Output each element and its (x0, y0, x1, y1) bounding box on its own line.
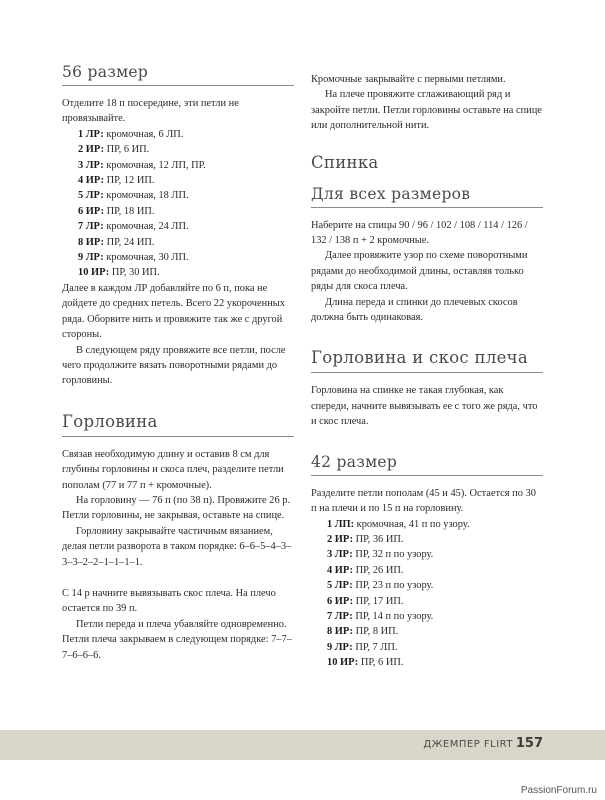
row-item: 8 ИР: ПР, 24 ИП. (78, 236, 155, 248)
neck-shoulder-heading: Горловина и скос плеча (311, 347, 543, 373)
all-sizes-heading: Для всех размеров (311, 184, 543, 208)
row-item: 9 ЛР: ПР, 7 ЛП. (327, 641, 398, 653)
row-item: 5 ЛР: ПР, 23 п по узору. (327, 580, 434, 592)
neck-paragraph: Горловину закрывайте частичным вязанием, делая петли разворота в таком порядке: 6–6–5–4–3–3–3–2–2–1–1–1–1. (62, 525, 292, 568)
top-paragraph: На плече провяжите сглаживающий ряд и закройте петли. Петли горловины оставьте на спице или дополнительной нити. (311, 89, 542, 132)
neck-shoulder-paragraph: Горловина на спинке не такая глубокая, как спереди, начните вывязывать ее с того же ряда, что и скос плеча. (311, 385, 538, 428)
row-item: 4 ИР: ПР, 26 ИП. (327, 564, 404, 576)
right-column (311, 72, 543, 671)
row-item: 1 ЛП: кромочная, 41 п по узору. (327, 518, 470, 530)
row-item: 10 ИР: ПР, 6 ИП. (327, 657, 404, 669)
size56-paragraph: В следующем ряду провяжите все петли, после чего продолжите вязать поворотными рядами до горловины. (62, 344, 286, 387)
row-item: 4 ИР: ПР, 12 ИП. (78, 175, 155, 187)
size56-intro: Отделите 18 п посередине, эти петли не провязывайте. (62, 98, 239, 125)
neck-heading: Горловина (62, 411, 294, 437)
row-item: 2 ИР: ПР, 36 ИП. (327, 533, 404, 545)
row-item: 1 ЛР: кромочная, 6 ЛП. (78, 128, 184, 140)
row-item: 6 ИР: ПР, 18 ИП. (78, 205, 155, 217)
neck-paragraph: Связав необходимую длину и оставив 8 см для глубины горловины и скоса плеч, разделите петли пополам (77 и 77 п + кромочные). (62, 448, 284, 491)
top-paragraph: Кромочные закрывайте с первыми петлями. (311, 74, 506, 85)
size42-rows (327, 517, 543, 671)
row-item: 7 ЛР: кромочная, 24 ЛП. (78, 221, 189, 233)
row-item: 7 ЛР: ПР, 14 п по узору. (327, 610, 434, 622)
back-heading: Спинка (311, 152, 379, 172)
row-item: 3 ЛР: кромочная, 12 ЛП, ПР. (78, 159, 206, 171)
row-item: 6 ИР: ПР, 17 ИП. (327, 595, 404, 607)
back-paragraph: Далее провяжите узор по схеме поворотными рядами до необходимой длины, оставляя только ряды для скоса плеча. (311, 250, 528, 293)
back-paragraph: Длина переда и спинки до плечевых скосов должна быть одинаковая. (311, 296, 518, 324)
size56-heading: 56 размер (62, 62, 294, 86)
size42-intro: Разделите петли пополам (45 и 45). Остается по 30 п на плечи и по 15 п на горловину. (311, 487, 536, 515)
row-item: 3 ЛР: ПР, 32 п по узору. (327, 549, 434, 561)
size42-heading: 42 размер (311, 452, 543, 476)
watermark: PassionForum.ru (520, 785, 597, 796)
size56-paragraph: Далее в каждом ЛР добавляйте по 6 п, пока не дойдете до средних петель. Всего 22 укороченных ряда. Оборвите нить и провяжите так же с другой стороны. (62, 282, 285, 341)
row-item: 2 ИР: ПР, 6 ИП. (78, 144, 150, 156)
footer-band (0, 730, 605, 760)
row-item: 10 ИР: ПР, 30 ИП. (78, 267, 160, 279)
row-item: 8 ИР: ПР, 8 ИП. (327, 626, 399, 638)
footer-title: ДЖЕМПЕР FLIRT (423, 739, 513, 750)
neck-paragraph: С 14 р начните вывязывать скос плеча. На плечо остается по 39 п. (62, 587, 276, 615)
page-number: 157 (515, 736, 543, 751)
neck-paragraph: Петли переда и плеча убавляйте одновременно. Петли плеча закрываем в следующем порядке: 7–7–7–6–6–6. (62, 618, 292, 661)
neck-paragraph: На горловину — 76 п (по 38 п). Провяжите 26 р. Петли горловины, не закрывая, оставьте на спице. (62, 494, 291, 522)
row-item: 5 ЛР: кромочная, 18 ЛП. (78, 190, 189, 202)
left-column (62, 62, 294, 663)
back-paragraph: Наберите на спицы 90 / 96 / 102 / 108 / 114 / 126 / 132 / 138 п + 2 кромочные. (311, 219, 528, 247)
row-item: 9 ЛР: кромочная, 30 ЛП. (78, 252, 189, 264)
size56-rows (78, 127, 294, 281)
